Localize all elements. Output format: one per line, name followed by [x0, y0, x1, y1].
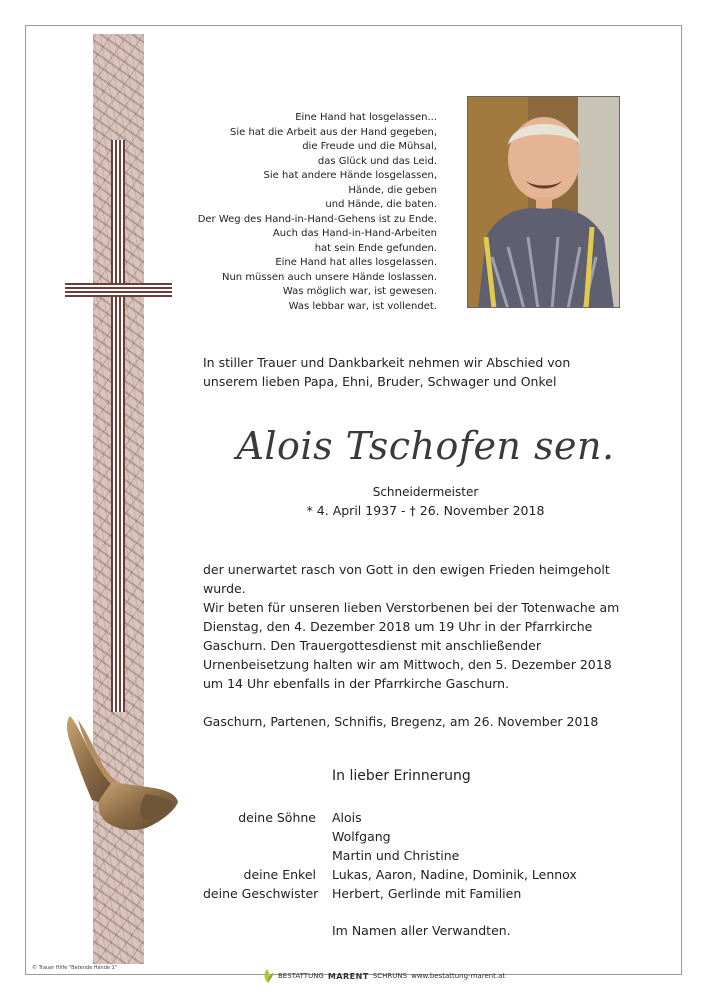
survivor-relation: deine Geschwister — [203, 886, 319, 901]
survivor-row — [203, 827, 623, 846]
memory-title: In lieber Erinnerung — [332, 768, 471, 784]
deceased-profession: Schneidermeister — [372, 485, 479, 499]
footer-brand-prefix: BESTATTUNG — [278, 972, 324, 980]
survivor-row — [203, 884, 623, 903]
poem-line: Nun müssen auch unsere Hände loslassen. — [221, 271, 437, 283]
deceased-name: Alois Tschofen sen. — [236, 424, 615, 468]
closing-text: Im Namen aller Verwandten. — [332, 923, 511, 938]
footer-place: SCHRUNS — [372, 972, 408, 980]
image-credit: © Trauer Hilfe "Betende Hände 1" — [32, 965, 118, 971]
announcement-paragraph-1: der unerwartet rasch von Gott in den ewigen Frieden heimgeholt wurde. — [203, 562, 610, 596]
announcement-paragraph-2: Wir beten für unseren lieben Verstorbenen bei der Totenwache am Dienstag, den 4. Dezember 2018 um 19 Uhr in der Pfarrkirche Gaschurn. Den Trauergottesdienst mit anschließender Urnenbeisetzung halten wir am Mittwoch, den 5. Dezember 2018 um 14 Uhr ebenfalls in der Pfarrkirche Gaschurn. — [203, 600, 620, 691]
portrait-image — [468, 97, 620, 308]
footer-url[interactable]: www.bestattung-marent.at — [411, 972, 506, 980]
poem-line: Hände, die geben — [348, 184, 437, 196]
survivor-relation: deine Söhne — [238, 810, 316, 825]
poem-line: Sie hat die Arbeit aus der Hand gegeben, — [230, 126, 437, 138]
poem-line: Sie hat andere Hände losgelassen, — [263, 170, 437, 181]
survivor-names: Alois — [332, 810, 362, 825]
poem-line: Eine Hand hat losgelassen... — [295, 112, 437, 123]
survivor-row — [203, 846, 623, 865]
survivor-names: Wolfgang — [332, 829, 391, 844]
deceased-dates: * 4. April 1937 - † 26. November 2018 — [306, 503, 545, 518]
survivors-list — [203, 808, 623, 903]
survivor-relation — [203, 827, 332, 846]
intro-text: In stiller Trauer und Dankbarkeit nehmen wir Abschied von unserem lieben Papa, Ehni, Bruder, Schwager und Onkel — [203, 355, 571, 389]
cross-vertical-bar — [111, 140, 125, 712]
poem-line: und Hände, die baten. — [325, 199, 437, 210]
portrait-photo — [467, 96, 620, 308]
praying-hands-icon — [62, 712, 180, 836]
survivor-names: Lukas, Aaron, Nadine, Dominik, Lennox — [332, 867, 577, 882]
poem-line: Der Weg des Hand-in-Hand-Gehens ist zu Ende. — [197, 213, 437, 225]
survivor-row — [203, 865, 623, 884]
survivor-relation: deine Enkel — [243, 867, 316, 882]
poem-line: Was lebbar war, ist vollendet. — [288, 300, 437, 312]
poem-line: hat sein Ende gefunden. — [314, 242, 437, 254]
survivor-names: Herbert, Gerlinde mit Familien — [332, 886, 522, 901]
leaf-logo-icon — [262, 968, 274, 984]
funeral-home-footer — [262, 966, 505, 986]
footer-brand: MARENT — [327, 971, 369, 981]
survivor-names: Martin und Christine — [332, 848, 460, 863]
poem-line: Auch das Hand-in-Hand-Arbeiten — [272, 228, 437, 239]
poem — [137, 111, 437, 314]
survivor-relation — [203, 846, 332, 865]
poem-line: die Freude und die Mühsal, — [302, 141, 437, 152]
poem-line: Eine Hand hat alles losgelassen. — [275, 257, 437, 268]
poem-line: Was möglich war, ist gewesen. — [282, 286, 437, 297]
survivor-row — [203, 808, 623, 827]
poem-line: das Glück und das Leid. — [317, 155, 437, 167]
announcement-paragraph-3: Gaschurn, Partenen, Schnifis, Bregenz, am 26. November 2018 — [203, 714, 599, 729]
